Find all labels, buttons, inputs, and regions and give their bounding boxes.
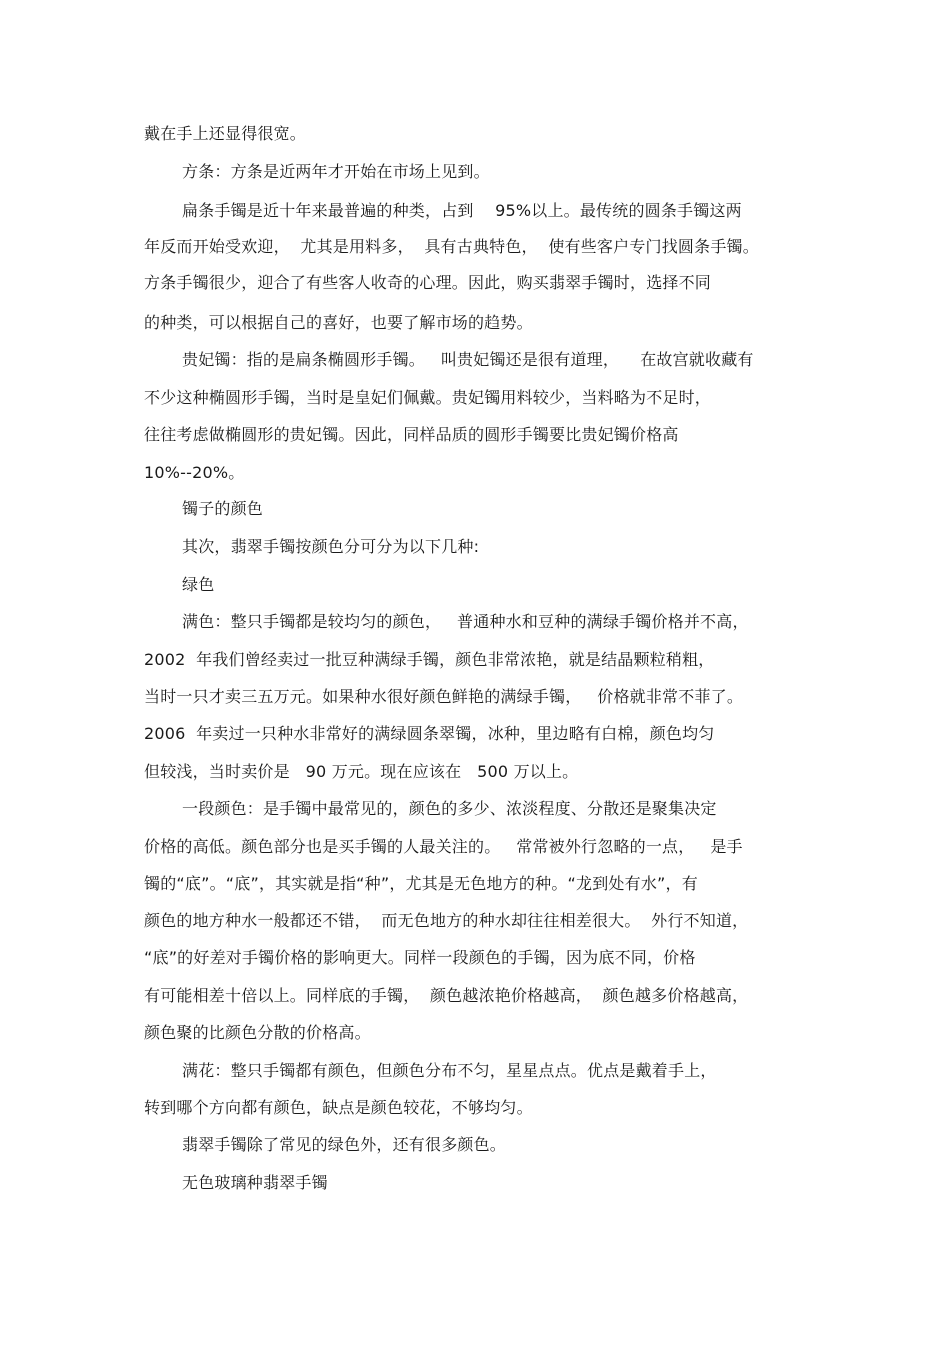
text-line: 的种类，可以根据自己的喜好，也要了解市场的趋势。 bbox=[144, 313, 533, 332]
text-line: 价格的高低。颜色部分也是买手镯的人最关注的。 常常被外行忽略的一点， 是手 bbox=[144, 837, 743, 856]
text-line: 2002 年我们曾经卖过一批豆种满绿手镯，颜色非常浓艳，就是结晶颗粒稍粗， bbox=[144, 650, 715, 669]
subsection-heading: 无色玻璃种翡翠手镯 bbox=[182, 1173, 328, 1192]
text-line: 贵妃镯：指的是扁条椭圆形手镯。 叫贵妃镯还是很有道理， 在故宫就收藏有 bbox=[182, 350, 754, 369]
text-line: 2006 年卖过一只种水非常好的满绿圆条翠镯，冰种，里边略有白棉，颜色均匀 bbox=[144, 724, 715, 743]
text-line: 转到哪个方向都有颜色，缺点是颜色较花，不够均匀。 bbox=[144, 1098, 533, 1117]
text-line: “底”的好差对手镯价格的影响更大。同样一段颜色的手镯，因为底不同，价格 bbox=[144, 948, 696, 967]
text-line: 当时一只才卖三五万元。如果种水很好颜色鲜艳的满绿手镯， 价格就非常不菲了。 bbox=[144, 687, 744, 706]
text-line: 其次，翡翠手镯按颜色分可分为以下几种: bbox=[182, 537, 480, 556]
text-line: 颜色的地方种水一般都还不错， 而无色地方的种水却往往相差很大。 外行不知道， bbox=[144, 911, 749, 930]
text-line: 颜色聚的比颜色分散的价格高。 bbox=[144, 1023, 371, 1042]
subsection-heading: 绿色 bbox=[182, 575, 215, 594]
text-line: 满花：整只手镯都有颜色，但颜色分布不匀，星星点点。优点是戴着手上， bbox=[182, 1061, 717, 1080]
text-line: 戴在手上还显得很宽。 bbox=[144, 124, 307, 143]
text-line: 不少这种椭圆形手镯，当时是皇妃们佩戴。贵妃镯用料较少，当料略为不足时， bbox=[144, 388, 712, 407]
text-line: 年反而开始受欢迎， 尤其是用料多， 具有古典特色， 使有些客户专门找圆条手镯。 bbox=[144, 237, 759, 256]
section-heading: 镯子的颜色 bbox=[182, 499, 264, 518]
text-line: 翡翠手镯除了常见的绿色外，还有很多颜色。 bbox=[182, 1135, 507, 1154]
text-line: 一段颜色：是手镯中最常见的，颜色的多少、浓淡程度、分散还是聚集决定 bbox=[182, 799, 717, 818]
text-line: 往往考虑做椭圆形的贵妃镯。因此，同样品质的圆形手镯要比贵妃镯价格高 bbox=[144, 425, 679, 444]
text-line: 但较浅，当时卖价是 90 万元。现在应该在 500 万以上。 bbox=[144, 762, 579, 781]
text-line: 满色：整只手镯都是较均匀的颜色， 普通种水和豆种的满绿手镯价格并不高， bbox=[182, 612, 749, 631]
text-line: 有可能相差十倍以上。同样底的手镯， 颜色越浓艳价格越高， 颜色越多价格越高， bbox=[144, 986, 749, 1005]
text-line: 方条手镯很少，迎合了有些客人收奇的心理。因此，购买翡翠手镯时，选择不同 bbox=[144, 273, 712, 292]
text-line: 方条：方条是近两年才开始在市场上见到。 bbox=[182, 162, 490, 181]
text-line: 10%--20%。 bbox=[144, 463, 245, 482]
text-line: 镯的“底”。“底”，其实就是指“种”，尤其是无色地方的种。“龙到处有水”，有 bbox=[144, 874, 698, 893]
text-line: 扁条手镯是近十年来最普遍的种类，占到 95%以上。最传统的圆条手镯这两 bbox=[182, 201, 742, 220]
